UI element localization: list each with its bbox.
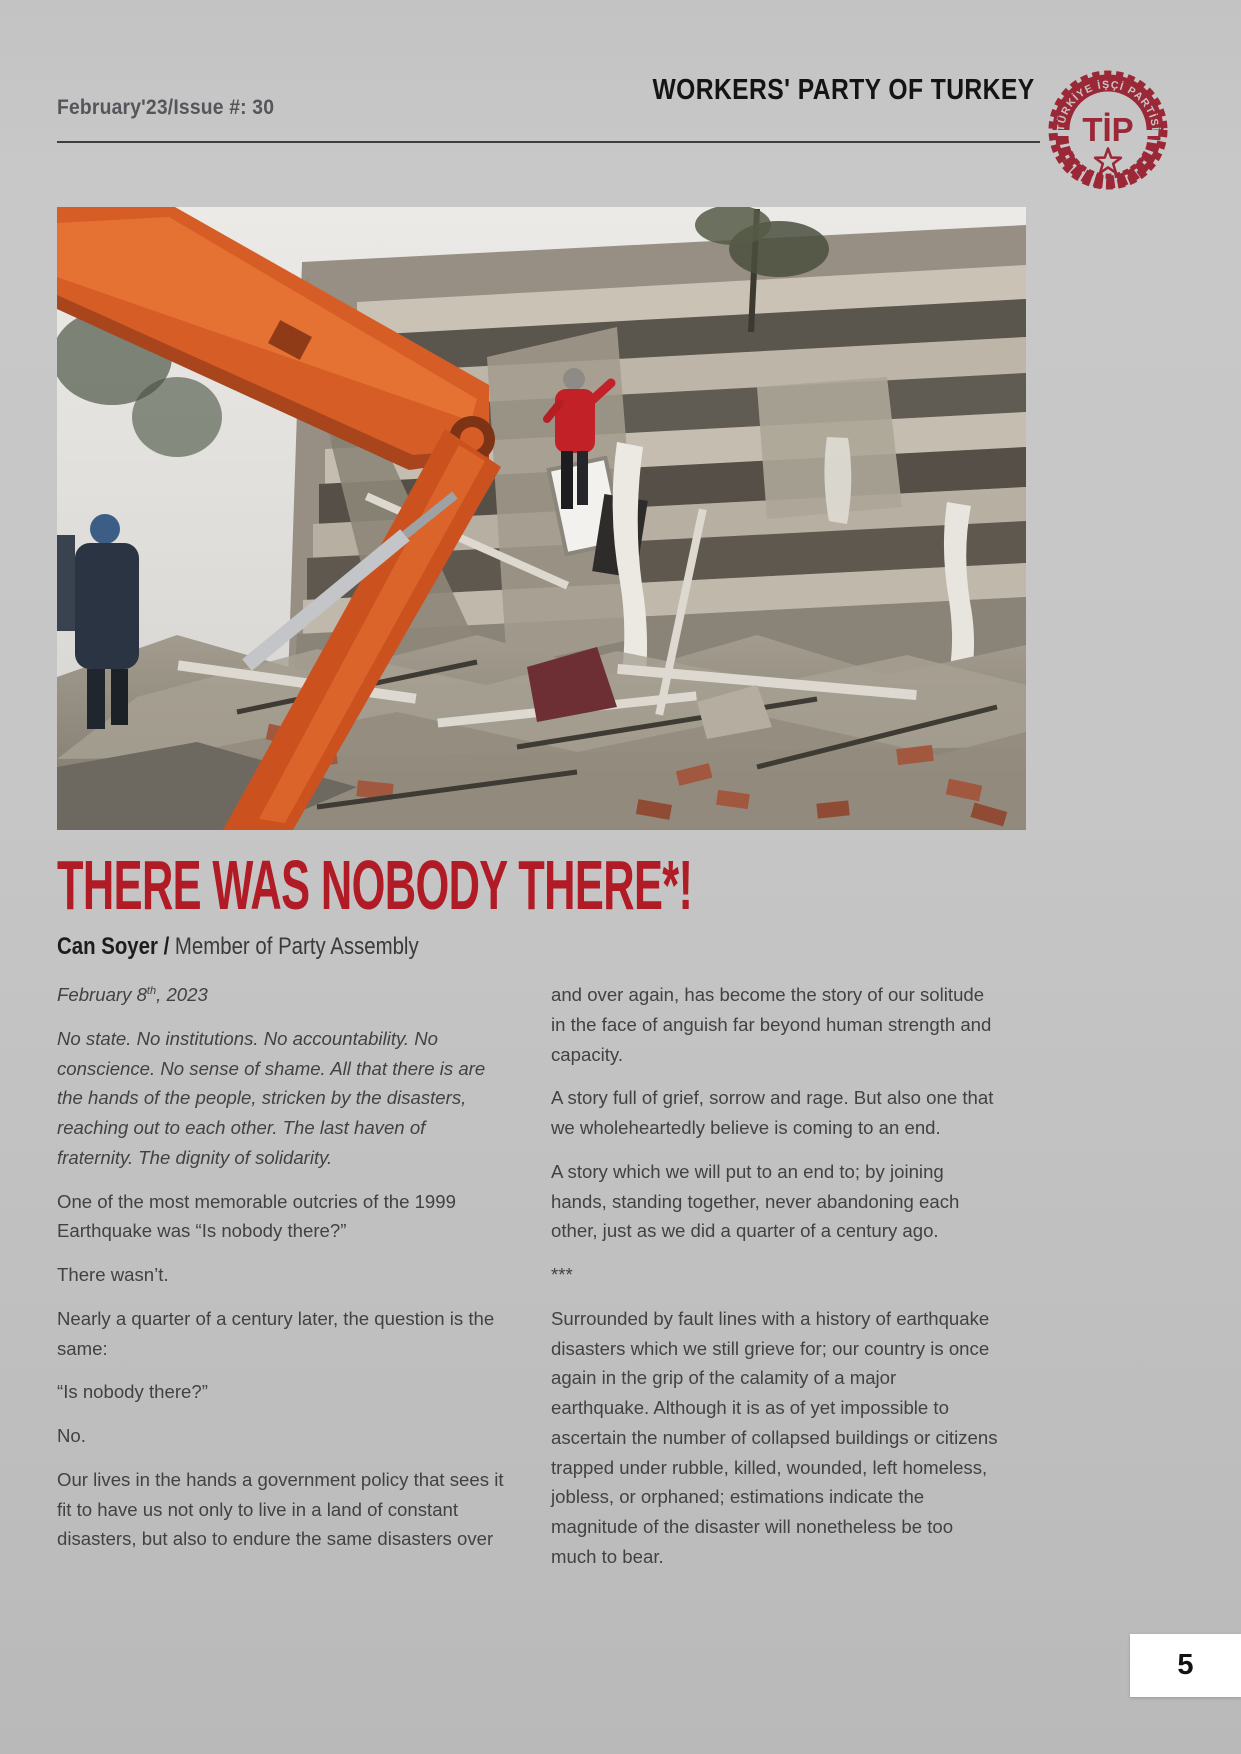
left-paragraphs <box>57 1187 504 1555</box>
article-column-right <box>551 980 998 1586</box>
svg-text:TÜRKİYE İŞÇİ PARTİSİ: TÜRKİYE İŞÇİ PARTİSİ <box>1054 78 1162 132</box>
paragraph: No. <box>57 1425 86 1446</box>
party-name-title: WORKERS' PARTY OF TURKEY <box>652 74 1035 106</box>
author-name: Can Soyer / <box>57 933 170 960</box>
byline <box>57 933 482 961</box>
star-icon <box>1095 148 1121 173</box>
article-title: THERE WAS NOBODY THERE*! <box>57 846 693 924</box>
issue-label: February'23/Issue #: 30 <box>57 96 275 119</box>
logo-acronym: TİP <box>1082 111 1134 148</box>
paragraph: *** <box>551 1264 573 1285</box>
paragraph: Our lives in the hands a government policy that sees it fit to have us not only to live in a land of constant disasters, but also to endure the same disasters over <box>57 1468 504 1550</box>
tip-logo-emblem <box>1048 68 1168 194</box>
article-photo-earthquake-rubble <box>57 207 1026 830</box>
masthead-divider <box>57 141 1040 143</box>
article-column-left <box>57 980 504 1586</box>
tip-party-logo <box>1048 68 1168 194</box>
paragraph: Nearly a quarter of a century later, the question is the same: <box>57 1307 495 1359</box>
article-body <box>57 980 998 1586</box>
paragraph: and over again, has become the story of our solitude in the face of anguish far beyond human strength and capacity. <box>551 984 992 1065</box>
right-paragraphs <box>551 980 998 1572</box>
paragraph: A story which we will put to an end to; by joining hands, standing together, never abandoning each other, just as we did a quarter of a century ago. <box>551 1160 960 1242</box>
paragraph: “Is nobody there?” <box>57 1381 208 1403</box>
paragraph: There wasn’t. <box>57 1264 169 1285</box>
page-number: 5 <box>1177 1649 1194 1681</box>
paragraph: One of the most memorable outcries of the 1999 Earthquake was “Is nobody there?” <box>57 1190 456 1242</box>
paragraph: A story full of grief, sorrow and rage. But also one that we wholeheartedly believe is coming to an end. <box>551 1087 994 1138</box>
article-date: February 8th, 2023 <box>57 984 208 1005</box>
page-number-box <box>1130 1634 1241 1697</box>
author-role: Member of Party Assembly <box>174 933 419 960</box>
paragraph: Surrounded by fault lines with a history of earthquake disasters which we still grieve for; our country is once again in the grip of the calamity of a major earthquake. Although it is as of yet impossible to ascertain the number of collapsed buildings or citizens trapped under rubble, killed, wounded, left homeless, jobless, or orphaned; estimations indicate the magnitude of the disaster will nonetheless be too much to bear. <box>551 1307 998 1567</box>
article-lede: No state. No institutions. No accountability. No conscience. No sense of shame. All that there is are the hands of the people, stricken by the disasters, reaching out to each other. The last haven of fraternity. The dignity of solidarity. <box>57 1027 486 1168</box>
